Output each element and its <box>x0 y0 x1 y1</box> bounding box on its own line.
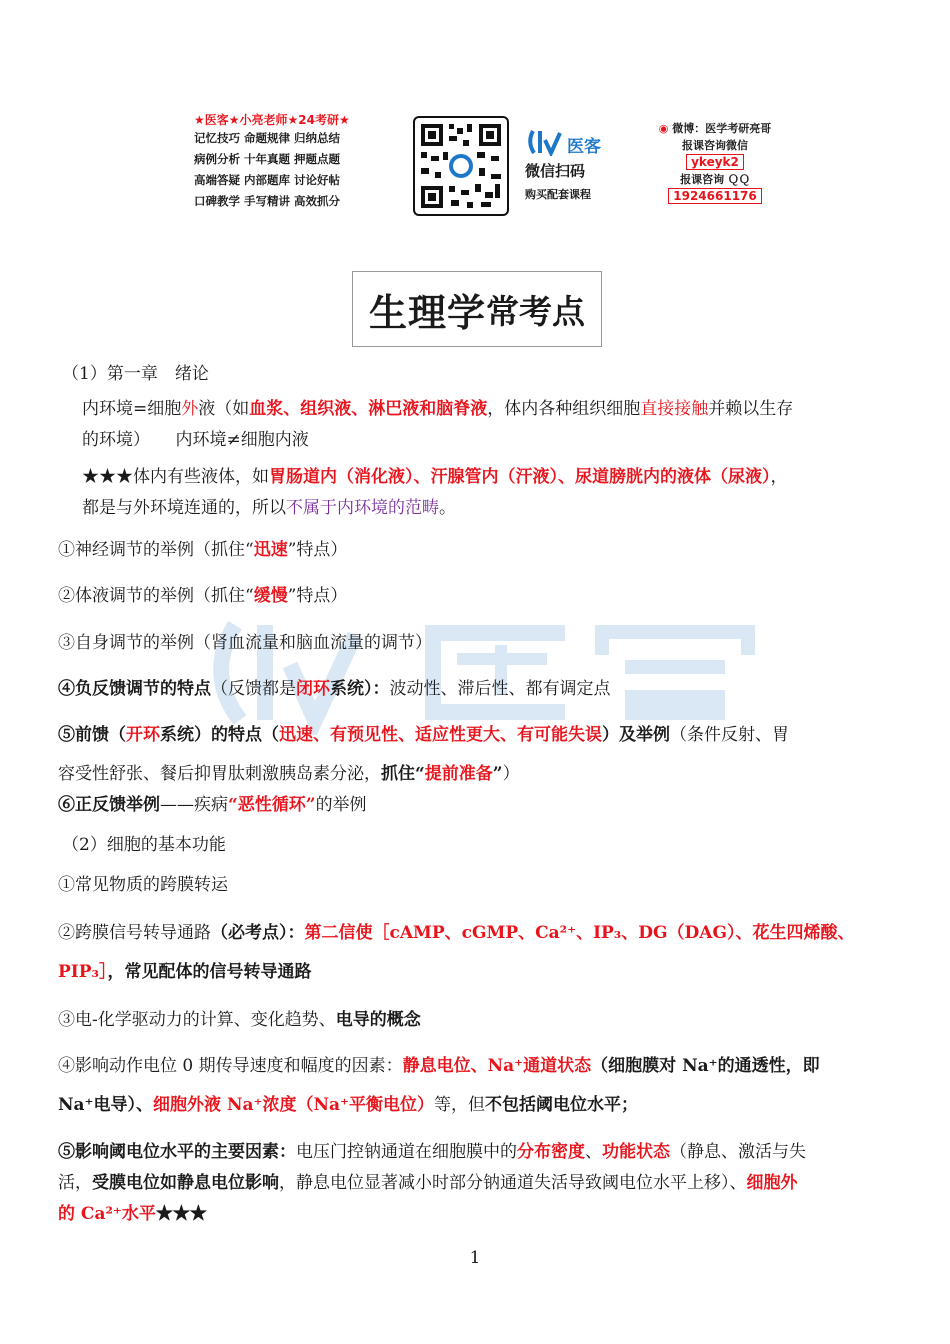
inner-env-definition-cont: 的环境） 内环境≠细胞内液 <box>82 430 309 450</box>
list-item: ⑤影响阈电位水平的主要因素：电压门控钠通道在细胞膜中的分布密度、功能状态（静息、激活与失 <box>58 1142 806 1162</box>
wechat-label: 报课咨询微信 <box>682 139 748 152</box>
weibo-handle[interactable]: 微博：医学考研亮哥 <box>672 122 772 135</box>
external-fluids-note: ★★★体内有些液体，如胃肠道内（消化液）、汗腺管内（汗液）、尿道膀胱内的液体（尿液）， <box>82 467 788 487</box>
list-item: ⑤前馈（开环系统）的特点（迅速、有预见性、适应性更大、有可能失误）及举例（条件反射、胃 <box>58 725 789 745</box>
buy-course-label: 购买配套课程 <box>525 188 591 201</box>
list-item-cont: Na⁺电导）、细胞外液 Na⁺浓度（Na⁺平衡电位）等，但不包括阈电位水平； <box>58 1095 639 1115</box>
inner-env-definition: 内环境=细胞外液（如血浆、组织液、淋巴液和脑脊液，体内各种组织细胞直接接触并赖以生存 <box>82 399 794 419</box>
qq-number[interactable]: 1924661176 <box>668 188 762 204</box>
list-item: ⑥正反馈举例——疾病“恶性循环”的举例 <box>58 795 367 815</box>
banner-row: 高端答疑 内部题库 讨论好帖 <box>194 173 341 187</box>
list-item-cont: 容受性舒张、餐后抑胃肽刺激胰岛素分泌，抓住“提前准备”） <box>58 764 520 784</box>
banner-row: 病例分析 十年真题 押题点题 <box>194 152 341 166</box>
page-title <box>352 271 602 347</box>
banner-title: ★医客★小亮老师★24考研★ <box>194 113 350 127</box>
contact-info <box>650 120 780 205</box>
page-number: 1 <box>469 1248 481 1268</box>
list-item: ③电-化学驱动力的计算、变化趋势、电导的概念 <box>58 1010 421 1030</box>
list-item-cont: 的 Ca²⁺水平★★★ <box>58 1204 207 1224</box>
wechat-id[interactable]: ykeyk2 <box>686 154 744 170</box>
watermark-logo <box>195 605 795 735</box>
list-item: ①神经调节的举例（抓住“迅速”特点） <box>58 540 348 560</box>
scan-label: 微信扫码 <box>525 162 586 180</box>
list-item: ④负反馈调节的特点（反馈都是闭环系统）：波动性、滞后性、都有调定点 <box>58 679 611 699</box>
weibo-line <box>650 120 780 137</box>
brand-logo-icon <box>525 128 565 156</box>
list-item: ③自身调节的举例（肾血流量和脑血流量的调节） <box>58 633 432 653</box>
section-2-heading: （2）细胞的基本功能 <box>62 835 226 855</box>
weibo-icon: ◉ <box>658 122 669 135</box>
qr-code-icon[interactable] <box>413 116 509 216</box>
qq-label: 报课咨询 ＱＱ <box>680 173 750 186</box>
title-main: 生理学 <box>368 290 486 335</box>
banner-features <box>194 112 364 212</box>
title-sub: 常考点 <box>486 291 585 331</box>
list-item: ②跨膜信号转导通路（必考点）：第二信使［cAMP、cGMP、Ca²⁺、IP₃、DG（DAG）、花生四烯酸、 <box>58 923 855 943</box>
brand-name: 医客 <box>567 137 601 157</box>
banner-row: 口碑教学 手写精讲 高效抓分 <box>194 194 341 208</box>
external-fluids-note-cont: 都是与外环境连通的，所以不属于内环境的范畴。 <box>82 498 456 518</box>
list-item: ④影响动作电位 0 期传导速度和幅度的因素：静息电位、Na⁺通道状态（细胞膜对 Na⁺的通透性，即 <box>58 1056 820 1076</box>
banner-row: 记忆技巧 命题规律 归纳总结 <box>194 131 341 145</box>
section-1-heading: （1）第一章 绪论 <box>62 364 209 384</box>
list-item: ①常见物质的跨膜转运 <box>58 875 228 895</box>
list-item-cont: 活，受膜电位如静息电位影响，静息电位显著减小时部分钠通道失活导致阈电位水平上移）、细胞外 <box>58 1173 798 1193</box>
list-item: ②体液调节的举例（抓住“缓慢”特点） <box>58 586 348 606</box>
list-item-cont: PIP₃］，常见配体的信号转导通路 <box>58 962 312 982</box>
